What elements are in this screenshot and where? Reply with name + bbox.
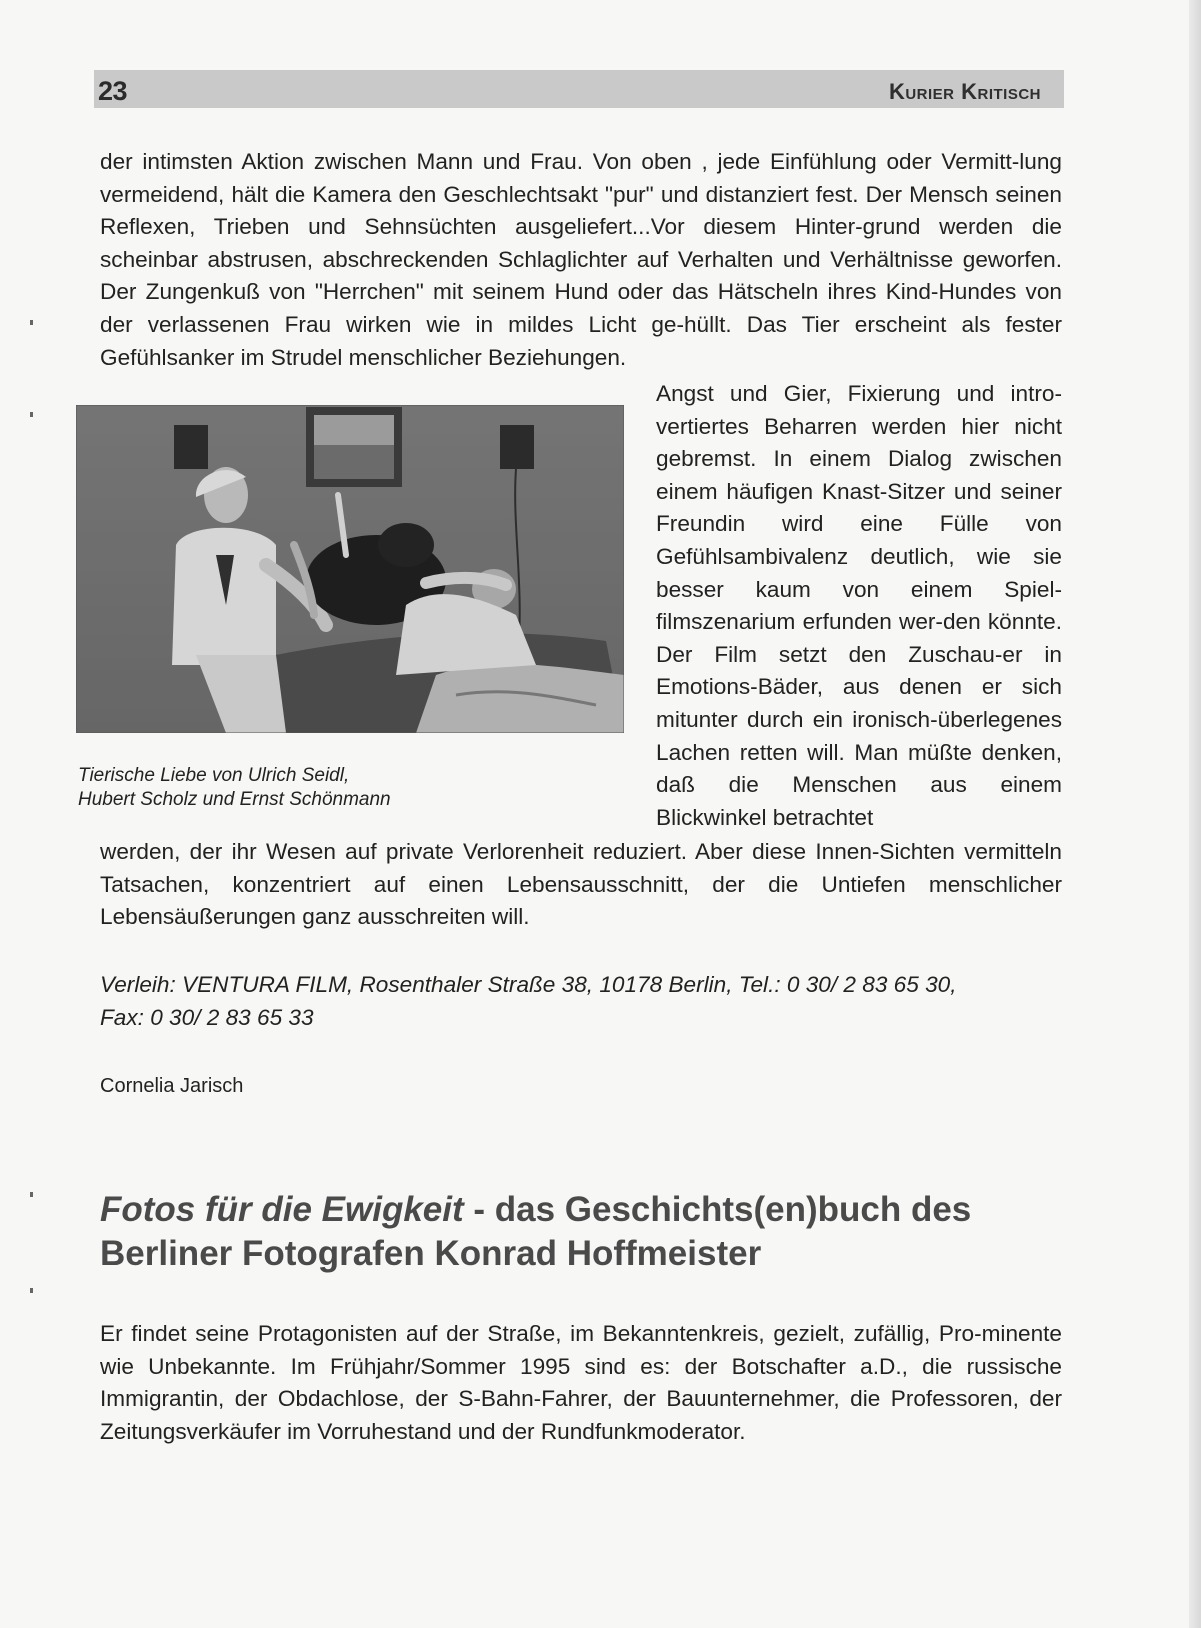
page-edge-shadow: [1189, 0, 1201, 1628]
scan-mark: [30, 1192, 33, 1197]
credits-line: Verleih: VENTURA FILM, Rosenthaler Straße 38, 10178 Berlin, Tel.: 0 30/ 2 83 65 30,: [100, 972, 957, 997]
photo-illustration: [76, 405, 624, 733]
author-name: Cornelia Jarisch: [100, 1075, 244, 1097]
article-heading: [100, 1188, 1062, 1276]
caption-line: Tierische Liebe von Ulrich Seidl,: [78, 765, 350, 786]
heading-rest: - das Geschichts(en)buch des Berliner Fotografen Konrad Hoffmeister: [100, 1190, 972, 1273]
scan-mark: [30, 1288, 33, 1293]
page-number: 23: [98, 76, 128, 106]
distribution-credits: [100, 969, 1062, 1034]
article-paragraph-end: werden, der ihr Wesen auf private Verlorenheit reduziert. Aber diese Innen-Sichten vermitteln Tatsachen, konzentriert auf einen Lebensausschnitt, der die Untiefen menschlicher Lebensäußerungen ganz ausschreiten will.: [100, 839, 1062, 930]
article-paragraph-second: Er findet seine Protagonisten auf der Straße, im Bekanntenkreis, gezielt, zufällig, Pro-minente wie Unbekannte. Im Frühjahr/Sommer 1995 sind es: der Botschafter a.D., die russische Immigrantin, der Obdachlose, der S-Bahn-Fahrer, der Bauunternehmer, die Professoren, der Zeitungsverkäufer im Vorruhestand und der Rundfunkmoderator.: [100, 1321, 1062, 1444]
article-paragraph-top: der intimsten Aktion zwischen Mann und Frau. Von oben , jede Einfühlung oder Vermitt-lung vermeidend, hält die Kamera den Geschlechtsakt "pur" und distanziert fest. Der Mensch seinen Reflexen, Trieben und Sehnsüchten ausgeliefert...Vor diesem Hinter-grund werden die scheinbar abstrusen, abschreckenden Schlaglichter auf Verhalten und Verhältnisse geworfen. Der Zungenkuß von "Herrchen" mit seinem Hund oder das Hätscheln ihres Kind-Hundes von der verlassenen Frau wirken wie in mildes Licht ge-hüllt. Das Tier erscheint als fester Gefühlsanker im Strudel menschlicher Beziehungen.: [100, 149, 1062, 370]
scan-mark: [30, 320, 33, 325]
credits-line: Fax: 0 30/ 2 83 65 33: [100, 1004, 314, 1030]
caption-line: Hubert Scholz und Ernst Schönmann: [78, 789, 391, 810]
heading-italic-part: Fotos für die Ewigkeit: [100, 1190, 464, 1229]
running-title: Kurier Kritisch: [888, 79, 1041, 104]
film-still-photo: [76, 405, 624, 733]
article-paragraph-right-column: Angst und Gier, Fixierung und intro-vertiertes Beharren werden hier nicht gebremst. In einem Dialog zwischen einem häufigen Knast-Sitzer und seiner Freundin wird eine Fülle von Gefühlsambivalenz deutlich, wie sie besser kaum von einem Spiel-filmszenarium erfunden wer-den könnte. Der Film setzt den Zuschau-er in Emotions-Bäder, aus denen er sich mitunter durch ein ironisch-überlegenes Lachen retten will. Man müßte denken, daß die Menschen aus einem Blickwinkel betrachtet: [656, 381, 1062, 830]
scan-mark: [30, 412, 33, 417]
photo-caption: [78, 764, 578, 812]
